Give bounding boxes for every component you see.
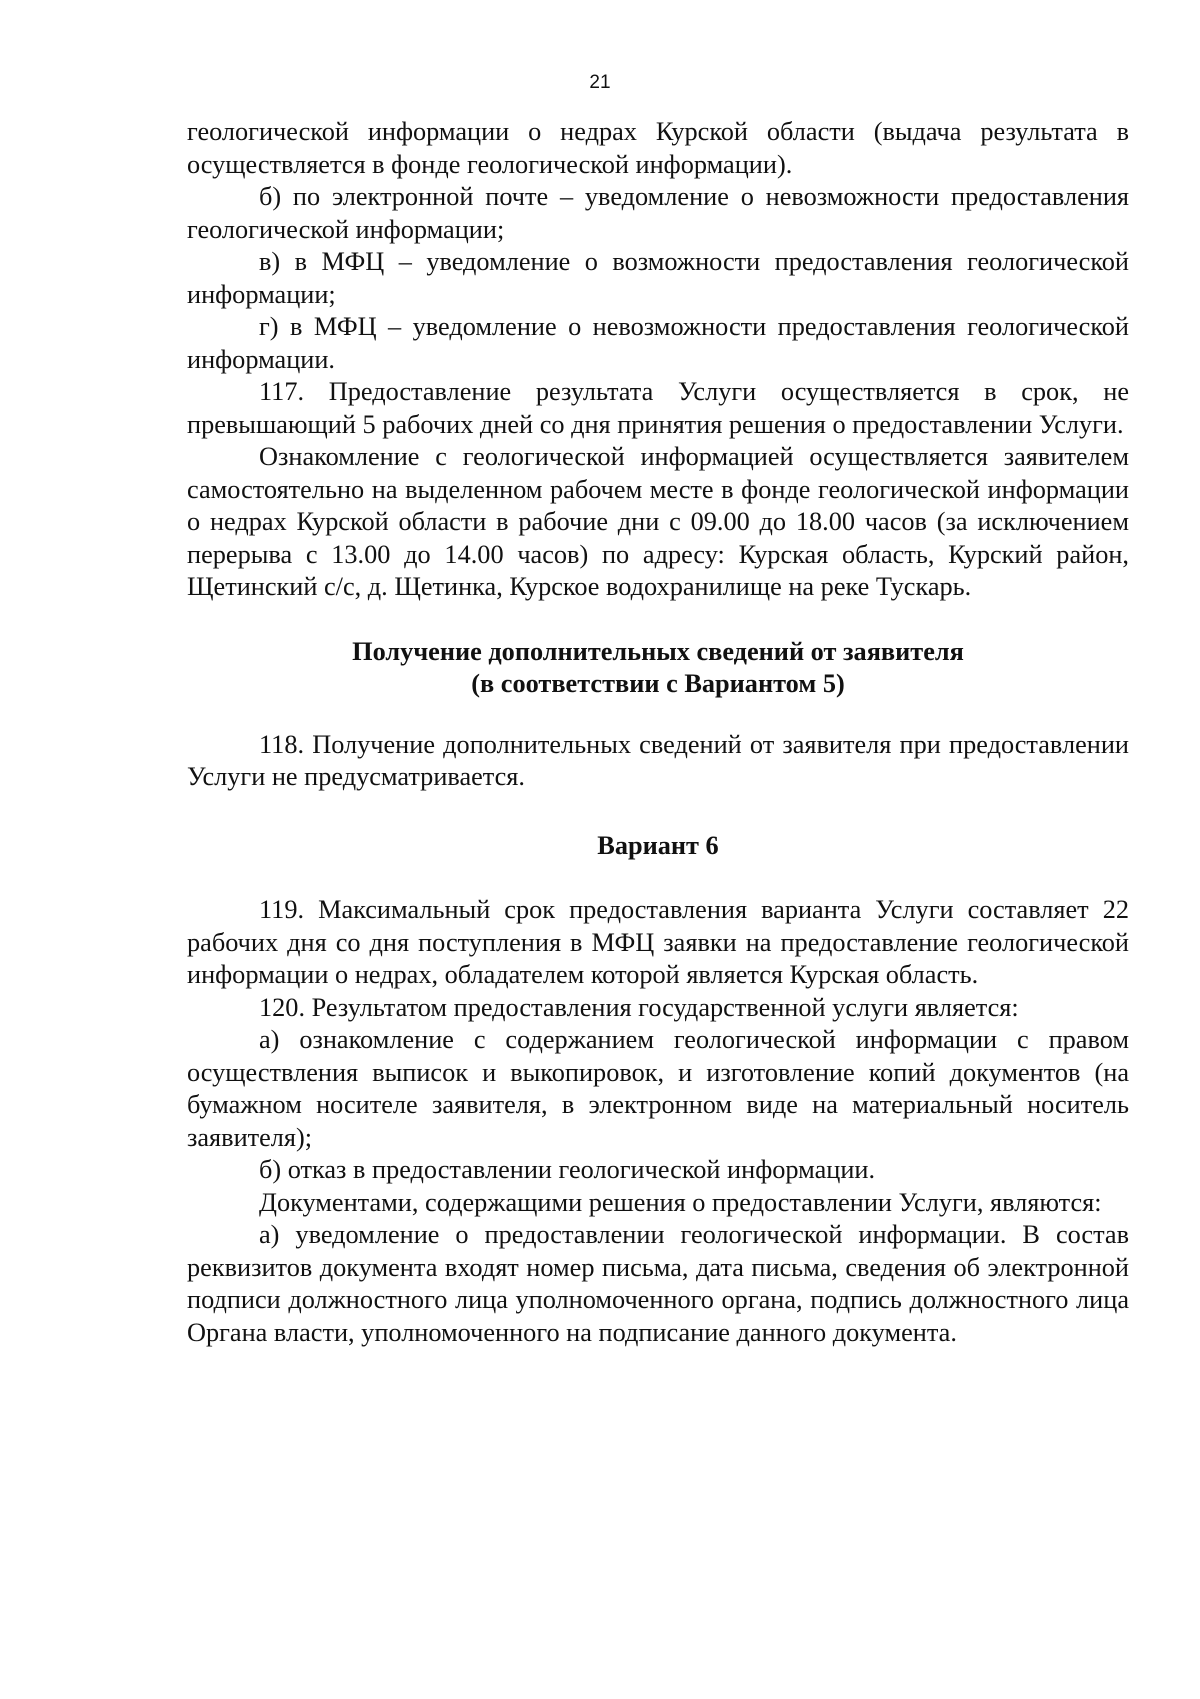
paragraph-120-item-b: б) отказ в предоставлении геологической информации. bbox=[259, 1155, 876, 1184]
paragraph-item-g: г) в МФЦ – уведомление о невозможности предоставления геологической информации. bbox=[187, 312, 1129, 374]
paragraph-120-item-a: а) ознакомление с содержанием геологической информации с правом осуществления выписок и выкопировок, и изготовление копий документов (на бумажном носителе заявителя, в электронном виде на материальный носитель заявителя); bbox=[187, 1025, 1129, 1152]
paragraph-item-v: в) в МФЦ – уведомление о возможности предоставления геологической информации; bbox=[187, 247, 1129, 309]
paragraph-decision-documents: Документами, содержащими решения о предоставлении Услуги, являются: bbox=[259, 1187, 1102, 1217]
page-number: 21 bbox=[589, 72, 611, 93]
paragraph-continuation: геологической информации о недрах Курской области (выдача результата в осуществляется в фонде геологической информации). bbox=[187, 117, 1129, 179]
section-heading-line-2: (в соответствии с Вариантом 5) bbox=[471, 669, 845, 698]
paragraph-117: 117. Предоставление результата Услуги осуществляется в срок, не превышающий 5 рабочих дней со дня принятия решения о предоставлении Услуги. bbox=[187, 377, 1129, 439]
paragraph-item-b: б) по электронной почте – уведомление о невозможности предоставления геологической информации; bbox=[187, 182, 1129, 244]
paragraph-familiarization: Ознакомление с геологической информацией осуществляется заявителем самостоятельно на выделенном рабочем месте в фонде геологической информации о недрах Курской области в рабочие дни с 09.00 до 18.00 часов (за исключением перерыва с 13.00 до 14.00 часов) по адресу: Курская область, Курский район, Щетинский с/с, д. Щетинка, Курское водохранилище на реке Тускарь. bbox=[187, 442, 1129, 601]
paragraph-120: 120. Результатом предоставления государственной услуги является: bbox=[259, 992, 1019, 1022]
document-body bbox=[187, 116, 1129, 1349]
section-heading-line-1: Получение дополнительных сведений от заявителя bbox=[352, 636, 964, 666]
variant-heading: Вариант 6 bbox=[597, 830, 719, 860]
paragraph-119: 119. Максимальный срок предоставления варианта Услуги составляет 22 рабочих дня со дня поступления в МФЦ заявки на предоставление геологической информации о недрах, обладателем которой является Курская область. bbox=[187, 895, 1129, 989]
paragraph-decision-item-a: а) уведомление о предоставлении геологической информации. В состав реквизитов документа входят номер письма, дата письма, сведения об электронной подписи должностного лица уполномоченного органа, подпись должностного лица Органа власти, уполномоченного на подписание данного документа. bbox=[187, 1220, 1129, 1347]
paragraph-118: 118. Получение дополнительных сведений от заявителя при предоставлении Услуги не предусматривается. bbox=[187, 729, 1129, 791]
